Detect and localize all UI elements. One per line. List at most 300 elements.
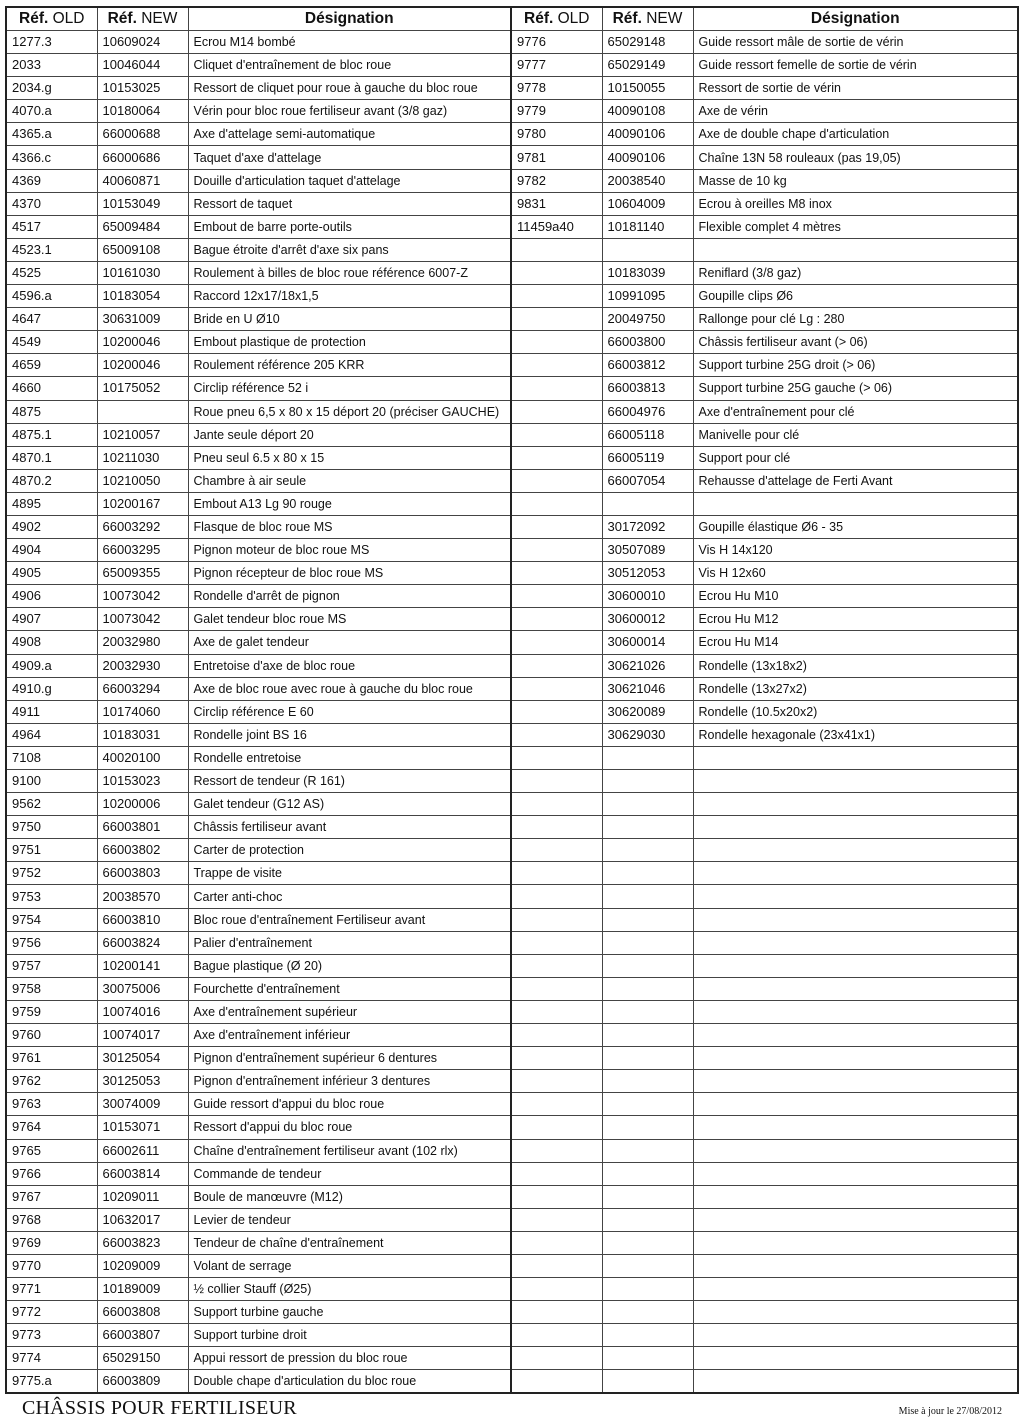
ref-new-cell: 10210050: [97, 469, 188, 492]
ref-old-cell: 9756: [6, 931, 97, 954]
table-row: [6, 977, 1018, 1000]
designation-cell: Axe d'entraînement supérieur: [188, 1000, 511, 1023]
table-row: [6, 446, 1018, 469]
designation-cell: Embout plastique de protection: [188, 331, 511, 354]
ref-old-cell: [511, 400, 602, 423]
ref-new-cell: 20038540: [602, 169, 693, 192]
ref-new-cell: [602, 1000, 693, 1023]
ref-old-cell: 4964: [6, 723, 97, 746]
designation-cell: Ressort de cliquet pour roue à gauche du bloc roue: [188, 77, 511, 100]
designation-cell: Carter anti-choc: [188, 885, 511, 908]
designation-cell: Bride en U Ø10: [188, 308, 511, 331]
designation-cell: Embout de barre porte-outils: [188, 215, 511, 238]
designation-cell: [693, 1370, 1018, 1394]
table-row: [6, 400, 1018, 423]
ref-new-cell: 10200141: [97, 954, 188, 977]
designation-cell: [693, 908, 1018, 931]
designation-cell: Ressort d'appui du bloc roue: [188, 1116, 511, 1139]
ref-new-cell: 65009108: [97, 238, 188, 261]
table-row: [6, 192, 1018, 215]
ref-old-cell: 4549: [6, 331, 97, 354]
designation-cell: Bague étroite d'arrêt d'axe six pans: [188, 238, 511, 261]
ref-old-cell: [511, 377, 602, 400]
ref-old-cell: 4870.2: [6, 469, 97, 492]
ref-old-cell: 9759: [6, 1000, 97, 1023]
designation-cell: Ressort de tendeur (R 161): [188, 770, 511, 793]
ref-old-cell: [511, 816, 602, 839]
designation-cell: [693, 977, 1018, 1000]
designation-cell: Pignon moteur de bloc roue MS: [188, 539, 511, 562]
designation-cell: Rondelle entretoise: [188, 746, 511, 769]
table-row: [6, 562, 1018, 585]
ref-old-cell: [511, 1093, 602, 1116]
ref-old-cell: 9760: [6, 1024, 97, 1047]
ref-new-cell: 66003803: [97, 862, 188, 885]
ref-new-cell: 66005119: [602, 446, 693, 469]
table-row: [6, 1000, 1018, 1023]
ref-new-cell: 20038570: [97, 885, 188, 908]
ref-new-cell: [602, 1070, 693, 1093]
ref-old-cell: 9751: [6, 839, 97, 862]
table-row: [6, 585, 1018, 608]
ref-new-cell: 66003801: [97, 816, 188, 839]
ref-new-cell: 30125054: [97, 1047, 188, 1070]
ref-new-cell: 66003295: [97, 539, 188, 562]
ref-new-cell: 40020100: [97, 746, 188, 769]
table-row: [6, 1185, 1018, 1208]
ref-new-cell: 10189009: [97, 1278, 188, 1301]
ref-new-cell: 30507089: [602, 539, 693, 562]
designation-cell: Entretoise d'axe de bloc roue: [188, 654, 511, 677]
table-row: [6, 1278, 1018, 1301]
designation-cell: Axe de vérin: [693, 100, 1018, 123]
ref-new-cell: [602, 1278, 693, 1301]
ref-old-cell: [511, 793, 602, 816]
ref-new-cell: 10604009: [602, 192, 693, 215]
designation-cell: Pignon récepteur de bloc roue MS: [188, 562, 511, 585]
ref-new-cell: [602, 1162, 693, 1185]
designation-cell: Rondelle hexagonale (23x41x1): [693, 723, 1018, 746]
designation-cell: Rondelle d'arrêt de pignon: [188, 585, 511, 608]
ref-new-cell: 66000686: [97, 146, 188, 169]
ref-new-cell: 20032980: [97, 631, 188, 654]
ref-old-cell: 9776: [511, 31, 602, 54]
ref-new-cell: 10180064: [97, 100, 188, 123]
ref-new-cell: 66003813: [602, 377, 693, 400]
designation-cell: Ecrou Hu M14: [693, 631, 1018, 654]
parts-sheet: [5, 6, 1017, 1394]
designation-cell: [693, 931, 1018, 954]
header-ref-new-right: Réf. NEW: [602, 7, 693, 31]
ref-new-cell: 65009484: [97, 215, 188, 238]
ref-old-cell: [511, 585, 602, 608]
ref-old-cell: 9766: [6, 1162, 97, 1185]
designation-cell: Raccord 12x17/18x1,5: [188, 285, 511, 308]
table-row: [6, 793, 1018, 816]
ref-old-cell: [511, 354, 602, 377]
ref-new-cell: 30621026: [602, 654, 693, 677]
ref-new-cell: [602, 1254, 693, 1277]
ref-new-cell: 30620089: [602, 700, 693, 723]
designation-cell: Support turbine 25G droit (> 06): [693, 354, 1018, 377]
ref-old-cell: [511, 1301, 602, 1324]
ref-old-cell: [511, 446, 602, 469]
table-row: [6, 100, 1018, 123]
parts-table: [5, 6, 1019, 1394]
ref-old-cell: [511, 539, 602, 562]
ref-old-cell: 4517: [6, 215, 97, 238]
ref-old-cell: 9562: [6, 793, 97, 816]
ref-new-cell: 66003808: [97, 1301, 188, 1324]
ref-old-cell: 9775.a: [6, 1370, 97, 1394]
ref-old-cell: 4908: [6, 631, 97, 654]
ref-old-cell: [511, 1324, 602, 1347]
ref-old-cell: [511, 331, 602, 354]
ref-new-cell: [602, 839, 693, 862]
ref-old-cell: 2034.g: [6, 77, 97, 100]
ref-new-cell: 10200006: [97, 793, 188, 816]
ref-old-cell: [511, 1116, 602, 1139]
table-row: [6, 954, 1018, 977]
ref-old-cell: 9768: [6, 1208, 97, 1231]
designation-cell: [693, 492, 1018, 515]
ref-new-cell: 10209011: [97, 1185, 188, 1208]
designation-cell: Rondelle joint BS 16: [188, 723, 511, 746]
ref-new-cell: [602, 1301, 693, 1324]
ref-new-cell: [602, 238, 693, 261]
table-row: [6, 354, 1018, 377]
table-row: [6, 1301, 1018, 1324]
ref-new-cell: 10074016: [97, 1000, 188, 1023]
table-row: [6, 1347, 1018, 1370]
ref-old-cell: 4370: [6, 192, 97, 215]
ref-new-cell: 10183039: [602, 261, 693, 284]
designation-cell: Vis H 12x60: [693, 562, 1018, 585]
ref-new-cell: 10073042: [97, 585, 188, 608]
ref-old-cell: 9782: [511, 169, 602, 192]
table-row: [6, 677, 1018, 700]
designation-cell: Carter de protection: [188, 839, 511, 862]
designation-cell: Boule de manœuvre (M12): [188, 1185, 511, 1208]
ref-old-cell: [511, 700, 602, 723]
table-row: [6, 1093, 1018, 1116]
table-row: [6, 931, 1018, 954]
table-row: [6, 746, 1018, 769]
ref-new-cell: [602, 1047, 693, 1070]
ref-old-cell: [511, 308, 602, 331]
ref-new-cell: 30075006: [97, 977, 188, 1000]
table-row: [6, 77, 1018, 100]
designation-cell: Ressort de sortie de vérin: [693, 77, 1018, 100]
ref-old-cell: [511, 1208, 602, 1231]
table-row: [6, 1370, 1018, 1394]
designation-cell: [693, 1208, 1018, 1231]
ref-new-cell: 10183031: [97, 723, 188, 746]
ref-new-cell: [602, 1093, 693, 1116]
ref-new-cell: [602, 1116, 693, 1139]
ref-new-cell: 10046044: [97, 54, 188, 77]
ref-old-cell: 9771: [6, 1278, 97, 1301]
designation-cell: Appui ressort de pression du bloc roue: [188, 1347, 511, 1370]
ref-old-cell: 9770: [6, 1254, 97, 1277]
header-designation-left: Désignation: [188, 7, 511, 31]
table-row: [6, 885, 1018, 908]
ref-new-cell: 66007054: [602, 469, 693, 492]
designation-cell: [693, 1070, 1018, 1093]
ref-old-cell: [511, 515, 602, 538]
ref-old-cell: 7108: [6, 746, 97, 769]
ref-old-cell: [511, 1070, 602, 1093]
designation-cell: Trappe de visite: [188, 862, 511, 885]
ref-old-cell: [511, 1024, 602, 1047]
table-row: [6, 215, 1018, 238]
designation-cell: Goupille clips Ø6: [693, 285, 1018, 308]
ref-new-cell: [602, 1324, 693, 1347]
ref-old-cell: 4523.1: [6, 238, 97, 261]
designation-cell: Châssis fertiliseur avant: [188, 816, 511, 839]
table-row: [6, 1231, 1018, 1254]
ref-old-cell: 4906: [6, 585, 97, 608]
ref-new-cell: 66003809: [97, 1370, 188, 1394]
ref-old-cell: 9831: [511, 192, 602, 215]
ref-new-cell: 10991095: [602, 285, 693, 308]
ref-new-cell: 20032930: [97, 654, 188, 677]
ref-old-cell: [511, 1162, 602, 1185]
ref-old-cell: 4366.c: [6, 146, 97, 169]
designation-cell: [693, 1047, 1018, 1070]
designation-cell: Fourchette d'entraînement: [188, 977, 511, 1000]
designation-cell: Rallonge pour clé Lg : 280: [693, 308, 1018, 331]
ref-old-cell: [511, 608, 602, 631]
ref-new-cell: 66003800: [602, 331, 693, 354]
table-row: [6, 908, 1018, 931]
designation-cell: [693, 1347, 1018, 1370]
ref-new-cell: 10175052: [97, 377, 188, 400]
table-row: [6, 770, 1018, 793]
ref-old-cell: [511, 977, 602, 1000]
ref-new-cell: 10181140: [602, 215, 693, 238]
ref-old-cell: [511, 1370, 602, 1394]
ref-new-cell: 65009355: [97, 562, 188, 585]
ref-new-cell: 66003814: [97, 1162, 188, 1185]
ref-old-cell: 9777: [511, 54, 602, 77]
designation-cell: Embout A13 Lg 90 rouge: [188, 492, 511, 515]
ref-new-cell: 10150055: [602, 77, 693, 100]
ref-new-cell: [602, 816, 693, 839]
ref-old-cell: [511, 677, 602, 700]
designation-cell: [693, 238, 1018, 261]
designation-cell: Ecrou à oreilles M8 inox: [693, 192, 1018, 215]
designation-cell: [693, 1024, 1018, 1047]
ref-new-cell: 40060871: [97, 169, 188, 192]
ref-old-cell: 9774: [6, 1347, 97, 1370]
ref-new-cell: 30629030: [602, 723, 693, 746]
ref-old-cell: [511, 631, 602, 654]
ref-old-cell: 1277.3: [6, 31, 97, 54]
designation-cell: Double chape d'articulation du bloc roue: [188, 1370, 511, 1394]
table-row: [6, 123, 1018, 146]
designation-cell: Support pour clé: [693, 446, 1018, 469]
ref-old-cell: [511, 1185, 602, 1208]
ref-old-cell: [511, 1047, 602, 1070]
ref-old-cell: 9772: [6, 1301, 97, 1324]
ref-new-cell: 10632017: [97, 1208, 188, 1231]
ref-new-cell: 10153023: [97, 770, 188, 793]
ref-new-cell: 10200046: [97, 354, 188, 377]
ref-new-cell: [602, 1231, 693, 1254]
ref-new-cell: 30600014: [602, 631, 693, 654]
ref-new-cell: 30172092: [602, 515, 693, 538]
ref-new-cell: 66003292: [97, 515, 188, 538]
ref-old-cell: 9767: [6, 1185, 97, 1208]
ref-old-cell: 4909.a: [6, 654, 97, 677]
designation-cell: Taquet d'axe d'attelage: [188, 146, 511, 169]
designation-cell: [693, 839, 1018, 862]
designation-cell: Pignon d'entraînement supérieur 6 dentures: [188, 1047, 511, 1070]
designation-cell: ½ collier Stauff (Ø25): [188, 1278, 511, 1301]
designation-cell: Ecrou Hu M12: [693, 608, 1018, 631]
designation-cell: Ecrou M14 bombé: [188, 31, 511, 54]
table-row: [6, 862, 1018, 885]
ref-old-cell: 9753: [6, 885, 97, 908]
ref-old-cell: [511, 954, 602, 977]
table-row: [6, 1024, 1018, 1047]
designation-cell: Vis H 14x120: [693, 539, 1018, 562]
ref-old-cell: 4070.a: [6, 100, 97, 123]
ref-old-cell: 4875: [6, 400, 97, 423]
designation-cell: [693, 770, 1018, 793]
table-row: [6, 816, 1018, 839]
ref-new-cell: [602, 931, 693, 954]
designation-cell: [693, 954, 1018, 977]
ref-new-cell: 66003823: [97, 1231, 188, 1254]
table-row: [6, 1162, 1018, 1185]
ref-old-cell: 4365.a: [6, 123, 97, 146]
table-row: [6, 631, 1018, 654]
ref-new-cell: 10210057: [97, 423, 188, 446]
designation-cell: Rehausse d'attelage de Ferti Avant: [693, 469, 1018, 492]
header-designation-right: Désignation: [693, 7, 1018, 31]
ref-old-cell: 9779: [511, 100, 602, 123]
designation-cell: [693, 1231, 1018, 1254]
table-row: [6, 54, 1018, 77]
ref-new-cell: 10609024: [97, 31, 188, 54]
table-row: [6, 285, 1018, 308]
ref-new-cell: [602, 1185, 693, 1208]
ref-new-cell: 10209009: [97, 1254, 188, 1277]
ref-new-cell: 66003824: [97, 931, 188, 954]
ref-new-cell: 66003294: [97, 677, 188, 700]
designation-cell: [693, 1301, 1018, 1324]
ref-old-cell: 9763: [6, 1093, 97, 1116]
ref-new-cell: 66003812: [602, 354, 693, 377]
ref-new-cell: 66005118: [602, 423, 693, 446]
designation-cell: Rondelle (13x18x2): [693, 654, 1018, 677]
ref-old-cell: [511, 423, 602, 446]
update-date: Mise à jour le 27/08/2012: [898, 1406, 1002, 1417]
ref-new-cell: 66003807: [97, 1324, 188, 1347]
ref-new-cell: 10153025: [97, 77, 188, 100]
ref-new-cell: [602, 1139, 693, 1162]
ref-old-cell: [511, 931, 602, 954]
ref-new-cell: 40090106: [602, 123, 693, 146]
table-row: [6, 308, 1018, 331]
ref-old-cell: 11459a40: [511, 215, 602, 238]
table-row: [6, 654, 1018, 677]
ref-old-cell: 4660: [6, 377, 97, 400]
ref-new-cell: 30621046: [602, 677, 693, 700]
ref-old-cell: 9764: [6, 1116, 97, 1139]
ref-old-cell: 9757: [6, 954, 97, 977]
ref-old-cell: 4902: [6, 515, 97, 538]
table-row: [6, 169, 1018, 192]
table-row: [6, 31, 1018, 54]
ref-new-cell: 66003802: [97, 839, 188, 862]
ref-old-cell: 9781: [511, 146, 602, 169]
table-row: [6, 261, 1018, 284]
designation-cell: Axe de double chape d'articulation: [693, 123, 1018, 146]
designation-cell: Support turbine 25G gauche (> 06): [693, 377, 1018, 400]
ref-old-cell: 9773: [6, 1324, 97, 1347]
designation-cell: Axe de bloc roue avec roue à gauche du bloc roue: [188, 677, 511, 700]
ref-old-cell: 4875.1: [6, 423, 97, 446]
designation-cell: Axe de galet tendeur: [188, 631, 511, 654]
ref-new-cell: 30631009: [97, 308, 188, 331]
designation-cell: Jante seule déport 20: [188, 423, 511, 446]
ref-new-cell: [602, 1208, 693, 1231]
ref-new-cell: 65029150: [97, 1347, 188, 1370]
designation-cell: [693, 793, 1018, 816]
document-title: CHÂSSIS POUR FERTILISEUR: [22, 1397, 297, 1419]
ref-old-cell: 9778: [511, 77, 602, 100]
table-row: [6, 1047, 1018, 1070]
ref-old-cell: [511, 469, 602, 492]
ref-new-cell: [602, 793, 693, 816]
table-row: [6, 1139, 1018, 1162]
ref-new-cell: 10200046: [97, 331, 188, 354]
ref-new-cell: 65029149: [602, 54, 693, 77]
ref-new-cell: 66004976: [602, 400, 693, 423]
ref-old-cell: 4647: [6, 308, 97, 331]
designation-cell: Rondelle (13x27x2): [693, 677, 1018, 700]
designation-cell: [693, 816, 1018, 839]
designation-cell: Masse de 10 kg: [693, 169, 1018, 192]
ref-new-cell: 66002611: [97, 1139, 188, 1162]
ref-old-cell: 4525: [6, 261, 97, 284]
designation-cell: [693, 1254, 1018, 1277]
table-row: [6, 839, 1018, 862]
ref-new-cell: [97, 400, 188, 423]
designation-cell: Flexible complet 4 mètres: [693, 215, 1018, 238]
ref-old-cell: [511, 654, 602, 677]
ref-old-cell: [511, 908, 602, 931]
table-row: [6, 1324, 1018, 1347]
designation-cell: Chaîne d'entraînement fertiliseur avant (102 rlx): [188, 1139, 511, 1162]
ref-new-cell: 40090108: [602, 100, 693, 123]
ref-new-cell: 20049750: [602, 308, 693, 331]
designation-cell: [693, 1139, 1018, 1162]
designation-cell: Volant de serrage: [188, 1254, 511, 1277]
designation-cell: Levier de tendeur: [188, 1208, 511, 1231]
ref-old-cell: 4369: [6, 169, 97, 192]
ref-new-cell: 30512053: [602, 562, 693, 585]
ref-new-cell: [602, 770, 693, 793]
ref-old-cell: 9758: [6, 977, 97, 1000]
ref-old-cell: [511, 238, 602, 261]
ref-old-cell: [511, 723, 602, 746]
designation-cell: Support turbine droit: [188, 1324, 511, 1347]
ref-new-cell: [602, 1024, 693, 1047]
